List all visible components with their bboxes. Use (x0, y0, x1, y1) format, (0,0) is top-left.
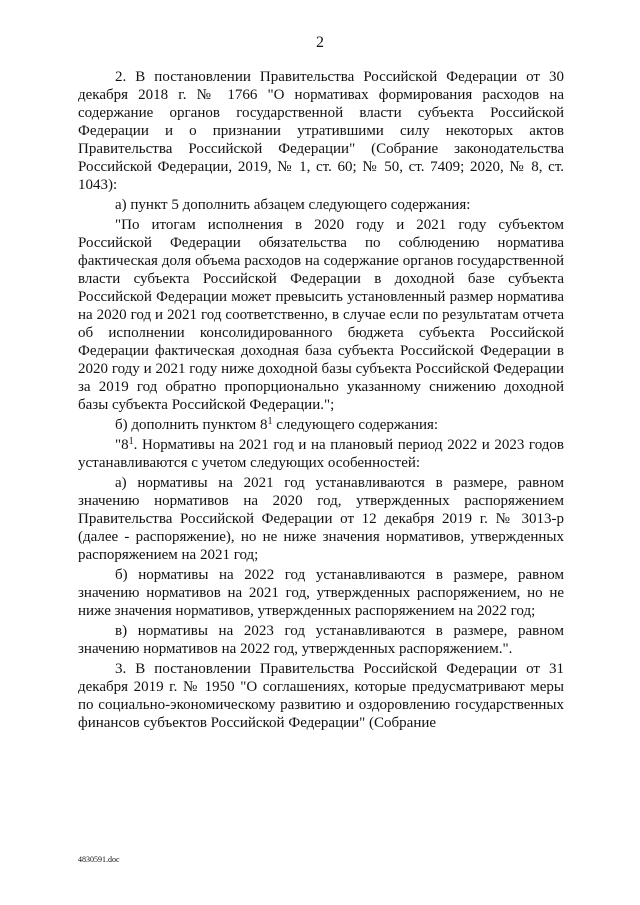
clause-number: "8 (115, 437, 129, 453)
document-body (78, 68, 564, 732)
paragraph-item-3: 3. В постановлении Правительства Российской Федерации от 31 декабря 2019 г. № 1950 "О соглашениях, которые предусматривают меры по социально-экономическому развитию и оздоровлению государственных финансов субъектов Российской Федерации" (Собрание (78, 661, 564, 731)
superscript-number: 1 (267, 416, 273, 427)
superscript-number: 1 (128, 436, 134, 447)
paragraph-norm-2021: а) нормативы на 2021 год устанавливаются в размере, равном значению нормативов на 2020 год, утвержденных распоряжением Правительства Российской Федерации от 12 декабря 2019 г. № 3013-р (далее - распоряжение), но не ниже значения нормативов, утвержденных распоряжением на 2021 год; (78, 475, 564, 563)
footer-document-code: 4830591.doc (78, 855, 120, 864)
subitem-b-text: б) дополнить пунктом 8 (115, 417, 268, 433)
paragraph-norm-2022: б) нормативы на 2022 год устанавливаются в размере, равном значению нормативов на 2021 год, утвержденных распоряжением, но не ниже значения нормативов, утвержденных распоряжением на 2022 год; (78, 567, 564, 619)
paragraph-clause-8-1 (78, 436, 564, 472)
subitem-b-text-end: следующего содержания: (272, 417, 439, 433)
clause-text: . Нормативы на 2021 год и на плановый период 2022 и 2023 годов устанавливаются с учетом следующих особенностей: (78, 437, 564, 471)
paragraph-item-2: 2. В постановлении Правительства Российской Федерации от 30 декабря 2018 г. № 1766 "О нормативах формирования расходов на содержание органов государственной власти субъекта Российской Федерации и о признании утратившими силу некоторых актов Правительства Российской Федерации" (Собрание законодательства Российской Федерации, 2019, № 1, ст. 60; № 50, ст. 7409; 2020, № 8, ст. 1043): (78, 69, 564, 193)
paragraph-quoted-amendment: "По итогам исполнения в 2020 году и 2021 году субъектом Российской Федерации обязательства по соблюдению норматива фактическая доля объема расходов на содержание органов государственной власти субъекта Российской Федерации в доходной базе субъекта Российской Федерации может превысить установленный размер норматива на 2020 год и 2021 год соответственно, в случае если по результатам отчета об исполнении консолидированного бюджета субъекта Российской Федерации фактическая доходная база субъекта Российской Федерации в 2020 году и 2021 году ниже доходной базы субъекта Российской Федерации за 2019 год обратно пропорционально указанному снижению доходной базы субъекта Российской Федерации."; (78, 217, 564, 413)
paragraph-norm-2023: в) нормативы на 2023 год устанавливаются в размере, равном значению нормативов на 2022 год, утвержденных распоряжением.". (78, 623, 564, 657)
paragraph-subitem-a: а) пункт 5 дополнить абзацем следующего содержания: (115, 197, 471, 213)
page-number: 2 (316, 34, 324, 51)
paragraph-subitem-b (78, 416, 564, 434)
